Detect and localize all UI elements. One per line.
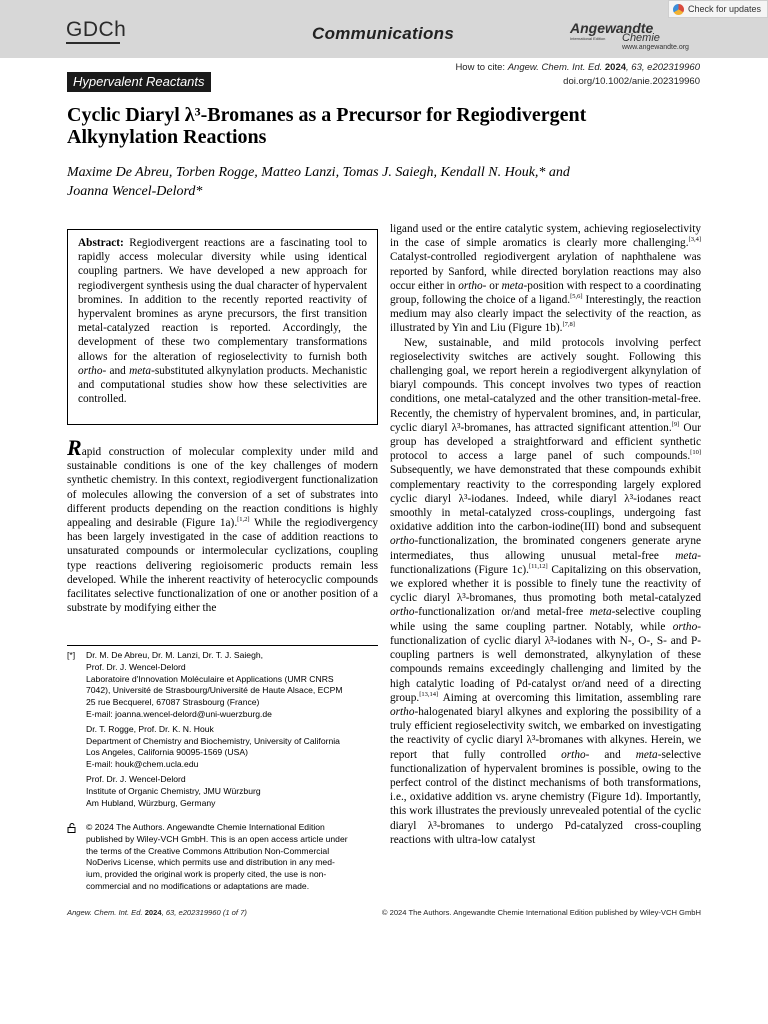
crossmark-icon	[673, 4, 684, 15]
citation-info	[455, 61, 700, 89]
abstract-label: Abstract:	[78, 237, 124, 249]
angewandte-logo	[570, 20, 689, 51]
abstract-box	[67, 229, 378, 425]
body-left-column	[67, 435, 378, 615]
angewandte-logo-chemie: Chemie	[622, 32, 660, 44]
check-for-updates-label: Check for updates	[688, 4, 762, 14]
footer-year: 2024	[144, 908, 162, 917]
body-right-column	[390, 222, 701, 847]
how-to-cite-line	[455, 61, 700, 75]
journal-url: www.angewandte.org	[622, 44, 689, 51]
license-line: © 2024 The Authors. Angewandte Chemie International Edition	[86, 822, 325, 832]
affiliation-line: Dr. T. Rogge, Prof. Dr. K. N. Houk	[86, 723, 214, 734]
footer-volume: , 63, e202319960 (1 of 7)	[161, 908, 247, 917]
article-title-line-2: Alkynylation Reactions	[67, 126, 267, 148]
affiliation-line: Prof. Dr. J. Wencel-Delord	[86, 773, 186, 784]
intro-paragraph	[67, 435, 378, 615]
affiliation-block-3	[86, 774, 378, 809]
license-text	[86, 822, 378, 893]
angewandte-logo-name: Angewandte	[570, 20, 654, 36]
gdch-logo-underline	[66, 42, 120, 44]
affiliation-email[interactable]: E-mail: houk@chem.ucla.edu	[86, 759, 199, 770]
affiliation-line: Laboratoire d'Innovation Moléculaire et Applications (UMR CNRS	[86, 673, 334, 684]
author-list	[67, 163, 697, 201]
affiliation-mark: [*]	[67, 650, 76, 660]
footer-citation	[67, 908, 247, 917]
license-line: commercial and no modifications or adaptations are made.	[86, 880, 310, 891]
intro-text: apid construction of molecular complexity under mild and sustainable conditions is one of the key challenges of modern synthetic chemistry. In this context, regiodivergent functionalization of molecules allowing the conversion of a set of substrates into different products depending on the reaction conditions is highly appealing and desirable (Figure 1a).[1,2] While the regiodivergency has been largely investigated in the case of addition reactions to unsaturated compounds or intermolecular cyclizations, coupling type reactions delivering regioisomeric products remain less developed. While the inherent reactivity of heterocyclic compounds facilitates selective functionalization of one or another position of a substrate by modifying either the	[67, 446, 378, 615]
body-paragraph-2: New, sustainable, and mild protocols involving perfect regioselectivity switches are actively sought. Following this challenging goal, we report herein a regiodivergent alkynylation of biaryl compounds. This concept involves two types of reaction conditions, one metal-catalyzed and the other transition-metal-free. Recently, the chemistry of hypervalent bromines, and, in particular, cyclic diaryl λ³-bromanes, has attracted significant attention.[9] Our group has developed a straightforward and efficient synthetic protocol to access a large panel of such compounds.[10] Subsequently, we have demonstrated that these compounds exhibit complementary reactivity to the corresponding largely explored cyclic diaryl λ³-iodanes. Indeed, while diaryl λ³-iodanes react smoothly in metal-catalyzed cross-couplings, undergoing fast oxidative addition into the carbon-iodine(III) bond and subsequent ortho-functionalization, the brominated congeners generate aryne intermediates, thus allowing unusual metal-free meta-functionalizations (Figure 1c).[11,12] Capitalizing on this observation, we explored whether it is possible to finely tune the reactivity of cyclic diaryl λ³-bromanes, thus promoting both metal-catalyzed ortho-functionalization or/and metal-free meta-selective coupling while using the same coupling partner. Notably, while ortho-functionalization of cyclic diaryl λ³-iodanes with N-, O-, S- and P-coupling partners is well demonstrated, alkynylation of these compounds remains exceedingly challenging and limited by the high catalytic loading of Pd-catalyst or/and need of a directing group.[13,14] Aiming at overcoming this limitation, assembling rare ortho-halogenated biaryl alkynes and exploring the possibility of a truly efficient regioselectivity switch, we embarked on investigating the reactivity of cyclic diaryl λ³-bromanes with alkynes. Herein, we report that fully controlled ortho- and meta-selective functionalization of hypervalent bromines is possible, owing to the perfect control of the distinct mechanisms of both transformations, i.e., oxidative addition vs. aryne chemistry (Figure 1d). Importantly, this work illustrates the previously unrevealed potential of the cyclic diaryl λ³-bromanes to undergo Pd-catalyzed cross-coupling reactions with ultra-low catalyst	[390, 336, 701, 846]
footer-copyright: © 2024 The Authors. Angewandte Chemie International Edition published by Wiley-VCH GmbH	[381, 908, 701, 917]
affiliation-block-1	[86, 650, 378, 721]
body-paragraph-1: ligand used or the entire catalytic system, achieving regioselectivity in the case of simple aromatics is clearly more challenging.[3,4] Catalyst-controlled regiodivergent arylation of naphthalene was reported by Sanford, while directed borylation reactions may also occur either in ortho- or meta-position with respect to a coordinating group, following the choice of a ligand.[5,6] Interestingly, the reaction medium may also clearly impact the selectivity of the reaction, as illustrated by Yin and Liu (Figure 1b).[7,8]	[390, 223, 701, 335]
affiliations	[67, 650, 378, 809]
angewandte-logo-subtitle: International Edition	[570, 36, 606, 41]
article-title-line-1: Cyclic Diaryl λ³-Bromanes as a Precursor for Regiodivergent	[67, 104, 587, 126]
affiliation-line: Institute of Organic Chemistry, JMU Würzburg	[86, 785, 261, 796]
affiliation-line: 25 rue Becquerel, 67087 Strasbourg (France)	[86, 697, 260, 708]
author-list-line-2: Joanna Wencel-Delord*	[67, 184, 203, 199]
affiliation-line: Dr. M. De Abreu, Dr. M. Lanzi, Dr. T. J. Saiegh,	[86, 650, 264, 660]
license-line: ium, provided the original work is properly cited, the use is non-	[86, 869, 327, 880]
cite-journal: Angew. Chem. Int. Ed.	[507, 62, 603, 73]
cite-prefix: How to cite:	[455, 62, 508, 73]
license-line: NoDerivs License, which permits use and distribution in any med-	[86, 857, 335, 868]
doi-link[interactable]: doi.org/10.1002/anie.202319960	[563, 76, 700, 87]
article-category-tag: Hypervalent Reactants	[67, 72, 211, 92]
affiliation-line: Los Angeles, California 90095-1569 (USA)	[86, 747, 248, 758]
affiliation-email[interactable]: E-mail: joanna.wencel-delord@uni-wuerzburg.de	[86, 708, 272, 719]
gdch-logo: GDCh	[66, 18, 127, 41]
license-notice	[67, 822, 378, 893]
affiliation-line: 7042), Université de Strasbourg/Université de Haute Alsace, ECPM	[86, 685, 343, 696]
affiliation-line: Department of Chemistry and Biochemistry, University of California	[86, 735, 340, 746]
section-heading: Communications	[312, 24, 455, 43]
license-line: published by Wiley-VCH GmbH. This is an open access article under	[86, 833, 348, 844]
open-access-lock-icon	[67, 823, 77, 833]
affiliation-line: Am Hubland, Würzburg, Germany	[86, 797, 216, 808]
author-list-line-1: Maxime De Abreu, Torben Rogge, Matteo Lanzi, Tomas J. Saiegh, Kendall N. Houk,* and	[67, 165, 570, 180]
cite-year: 2024	[604, 62, 627, 73]
cite-volume: , 63, e202319960	[626, 62, 700, 73]
drop-cap: R	[67, 435, 82, 460]
abstract-text: Regiodivergent reactions are a fascinating tool to rapidly access molecular diversity while using identical coupling partners. We have developed a new approach for regiodivergent synthesis using the dual character of hypervalent bromines. In addition to the recently reported reactivity of hypervalent bromines as aryne precursors, the first transition metal-catalyzed reaction is reported. Accordingly, the development of these two complementary transformations allows for the alteration of regioselectivity to furnish both ortho- and meta-substituted alkynylation products. Mechanistic and computational studies show how these selectivities are controlled.	[78, 237, 368, 406]
affiliation-divider	[67, 645, 378, 646]
article-title	[67, 104, 687, 148]
affiliation-line: Prof. Dr. J. Wencel-Delord	[86, 661, 186, 672]
check-for-updates-button[interactable]	[668, 0, 768, 18]
journal-header-bar	[0, 0, 768, 58]
license-line: the terms of the Creative Commons Attribution Non-Commercial	[86, 845, 330, 856]
footer-journal: Angew. Chem. Int. Ed.	[67, 908, 143, 917]
affiliation-block-2	[86, 724, 378, 771]
